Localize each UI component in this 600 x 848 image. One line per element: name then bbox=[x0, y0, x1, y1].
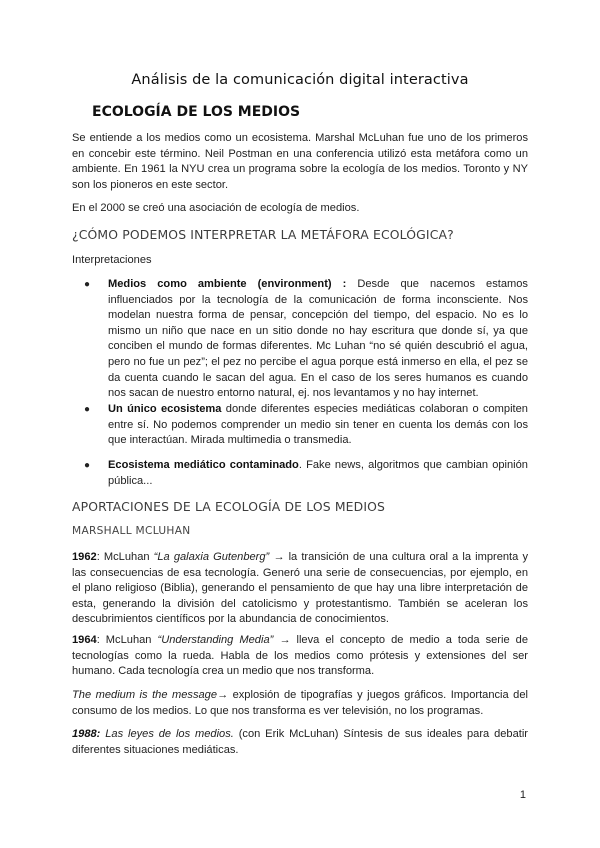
entry-work: “La galaxia Gutenberg” bbox=[153, 551, 270, 563]
bullet-heading: Un único ecosistema bbox=[108, 403, 222, 415]
bullet-item-contaminated bbox=[84, 458, 528, 489]
entry-sep: : McLuhan bbox=[96, 634, 158, 646]
bullet-text bbox=[108, 277, 528, 402]
entry-year: 1964 bbox=[72, 634, 97, 646]
bullet-heading: Medios como ambiente (environment) : bbox=[108, 278, 347, 290]
section-title: ECOLOGÍA DE LOS MEDIOS bbox=[92, 104, 301, 120]
entry-1964 bbox=[72, 633, 528, 680]
medium-phrase: The medium is the message bbox=[72, 689, 217, 701]
bullet-item-ecosystem bbox=[84, 402, 528, 449]
entry-work: Las leyes de los medios. bbox=[105, 728, 234, 740]
entry-year: 1988: bbox=[72, 728, 101, 740]
entry-1988 bbox=[72, 727, 528, 758]
bullet-icon: ● bbox=[84, 460, 91, 471]
bullet-icon: ● bbox=[84, 279, 91, 290]
author-heading: MARSHALL MCLUHAN bbox=[72, 525, 191, 537]
bullet-body: . Fake news, algoritmos que cambian opinión pública... bbox=[108, 459, 528, 487]
entry-text: (con Erik McLuhan) Síntesis de sus ideales para debatir diferentes situaciones mediáticas. bbox=[72, 728, 528, 756]
interpretations-label: Interpretaciones bbox=[72, 254, 152, 266]
document-title: Análisis de la comunicación digital interactiva bbox=[131, 72, 469, 88]
entry-text: → la transición de una cultura oral a la imprenta y las consecuencias de esa tecnología. Generó una serie de consecuencias, por ejemplo, en el plano religioso (Biblia), generando el pensamiento de que hay una libre interpretación de esta, generando la división del catolicismo y protestantismo. También se aceleran los descubrimientos científicos por la abundancia de conocimientos. bbox=[72, 551, 528, 626]
bullet-heading: Ecosistema mediático contaminado bbox=[108, 459, 299, 471]
intro-paragraph: Se entiende a los medios como un ecosistema. Marshal McLuhan fue uno de los primeros en concebir este término. Neil Postman en una conferencia utilizó esta metáfora como un ambiente. En 1961 la NYU crea un programa sobre la ecología de los medios. Toronto y NY son los pioneros en este sector. bbox=[72, 132, 528, 191]
bullet-item-environment bbox=[84, 277, 528, 402]
association-paragraph: En el 2000 se creó una asociación de ecología de medios. bbox=[72, 202, 360, 214]
medium-message-paragraph bbox=[72, 688, 528, 719]
entry-1962 bbox=[72, 550, 528, 628]
entry-year: 1962 bbox=[72, 551, 97, 563]
bullet-icon: ● bbox=[84, 404, 91, 415]
page-number: 1 bbox=[519, 789, 526, 801]
bullet-text bbox=[108, 458, 528, 489]
bullet-text bbox=[108, 402, 528, 449]
entry-work: “Understanding Media” bbox=[157, 634, 274, 646]
entry-sep: : McLuhan bbox=[96, 551, 154, 563]
bullet-body: Desde que nacemos estamos influenciados por la tecnología de la comunicación de forma inconsciente. Nos modelan nuestra forma de pensar, concepción del tiempo, del espacio. No es lo mismo un niño que nace en un sitio donde no hay escritura que donde sí, ya que conciben el mundo de formas diferentes. Mc Luhan “no sé quién descubrió el agua, pero no fue un pez”; el pez no percibe el agua porque está inmerso en ella, el pez se da cuenta cuando le sacan del agua. En el caso de los seres humanos es cuando nos sacan de nuestro entorno natural, ej. nos levantamos y no hay internet. bbox=[108, 278, 528, 400]
contributions-heading: APORTACIONES DE LA ECOLOGÍA DE LOS MEDIOS bbox=[72, 499, 386, 514]
question-heading: ¿CÓMO PODEMOS INTERPRETAR LA METÁFORA ECOLÓGICA? bbox=[72, 227, 454, 242]
medium-text: → explosión de tipografías y juegos gráficos. Importancia del consumo de los medios. Lo que nos transforma es ver televisión, no los programas. bbox=[72, 689, 528, 717]
entry-text: → lleva el concepto de medio a toda serie de tecnologías como la rueda. Habla de los medios como prótesis y extensiones del ser humano. Cada tecnología crea un medio que nos transforma. bbox=[72, 634, 528, 678]
bullet-body: donde diferentes especies mediáticas colaboran o compiten entre sí. No podemos comprender un medio sin tener en cuenta los demás con los que interactúan. Mirada multimedia o transmedia. bbox=[108, 403, 528, 447]
